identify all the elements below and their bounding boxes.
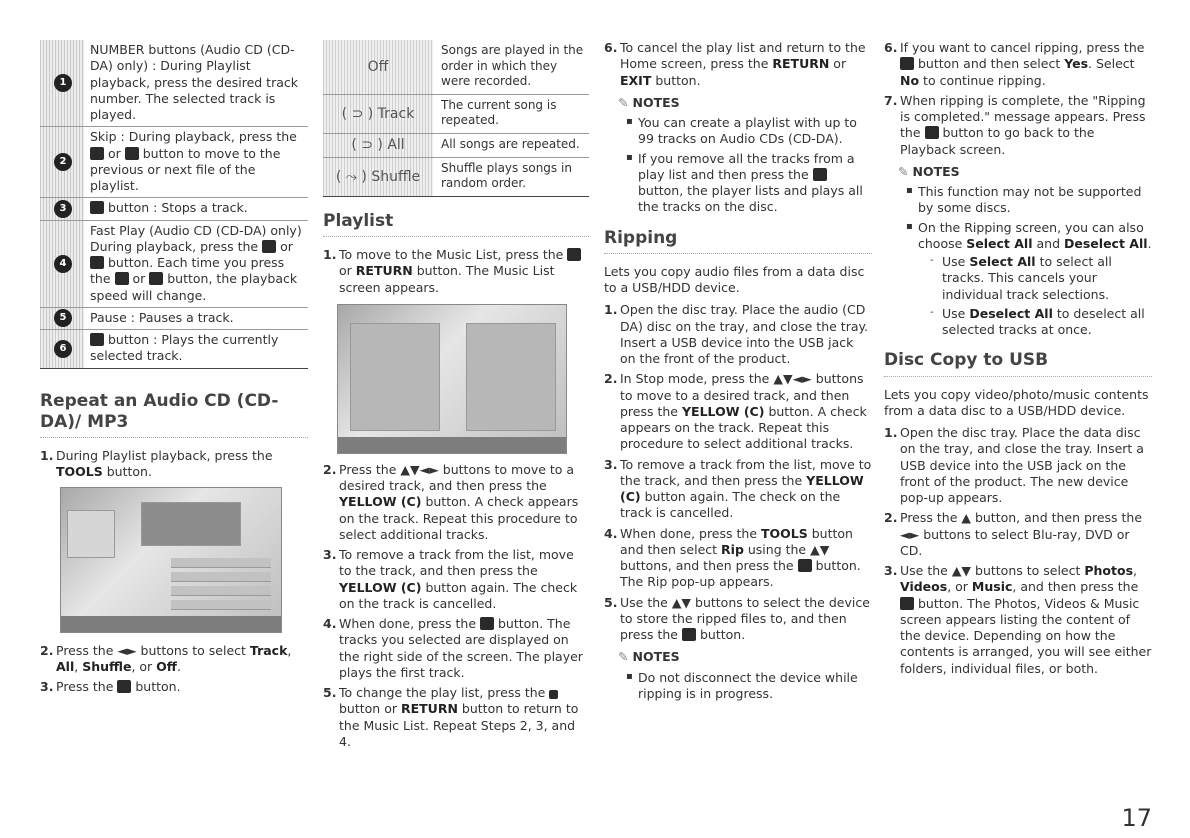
- notes-list: [626, 115, 872, 216]
- enter-icon: [813, 168, 827, 181]
- number-badge: 3: [54, 200, 72, 218]
- rewind-icon: [262, 240, 276, 253]
- column-1: [40, 40, 308, 699]
- table-row: [323, 94, 589, 133]
- list-item: 5. Use the ▲▼ buttons to select the device to store the ripped files to, and then press the button.: [604, 594, 870, 642]
- playlist-steps: [323, 247, 589, 296]
- repeat-steps: [40, 448, 308, 481]
- list-item: 2. In Stop mode, press the ▲▼◄► buttons to move to a desired track, and then press the YELLOW (C) button. A check appears on the track. Repeat this procedure to select additional tracks.: [604, 371, 867, 452]
- mode-name: ( ⤳ ) Shuffle: [323, 157, 433, 196]
- list-item: 1. Open the disc tray. Place the audio (CD DA) disc on the tray, and close the tray. Insert a USB device into the USB jack on the front of the product.: [604, 302, 869, 366]
- list-item: 4. When done, press the button. The tracks you selected are displayed on the right side of the screen. The player plays the first track.: [323, 616, 583, 680]
- list-item: 2. Press the ▲ button, and then press the ◄► buttons to select Blu-ray, DVD or CD.: [884, 510, 1143, 558]
- list-item: 3. To remove a track from the list, move to the track, and then press the YELLOW (C) button again. The check on the track is cancelled.: [604, 456, 872, 521]
- tools-popup: [141, 502, 241, 546]
- skip-back-icon: [90, 147, 104, 160]
- notes-label: ✎ NOTES: [898, 163, 960, 179]
- list-item: 4. When done, press the TOOLS button and then select Rip using the ▲▼ buttons, and then press the button. The Rip pop-up appears.: [604, 525, 861, 590]
- number-badge: 5: [54, 309, 72, 327]
- ripping-notes: [626, 670, 872, 703]
- column-3: [604, 40, 872, 705]
- number-badge: 1: [54, 74, 72, 92]
- repeat-steps-cont: [40, 643, 308, 696]
- button-desc: Pause : Pauses a track.: [84, 307, 308, 329]
- note-pencil-icon: ✎: [618, 94, 629, 110]
- stop-icon: [549, 690, 558, 699]
- fast-forward-icon: [90, 256, 104, 269]
- list-item: ▪ You can create a playlist with up to 99 tracks on Audio CDs (CD-DA).: [626, 115, 872, 148]
- mode-desc: Shuffle plays songs in random order.: [433, 157, 589, 196]
- column-2: [323, 40, 589, 754]
- number-badge: 4: [54, 255, 72, 273]
- track-list-left: [350, 323, 440, 431]
- list-item: ▪ On the Ripping screen, you can also choose Select All and Deselect All. - Use Select All to select all tracks. This cancels your individual track selections. - Use Deselect All to deselect all selected tracks at once.: [906, 220, 1152, 339]
- page-number: 17: [1121, 803, 1152, 832]
- rewind-icon: [115, 272, 129, 285]
- list-item: 3. Use the ▲▼ buttons to select Photos, Videos, or Music, and then press the button. The Photos, Videos & Music screen appears listing the content of the device. Depending on how the contents is arranged, you will see either folders, individual files, or both.: [884, 563, 1152, 676]
- note-pencil-icon: ✎: [618, 649, 629, 665]
- enter-icon: [798, 559, 812, 572]
- repeat-heading: Repeat an Audio CD (CD-DA)/ MP3: [40, 391, 308, 439]
- button-table: [40, 40, 308, 369]
- mode-name: Off: [323, 40, 433, 94]
- table-row: 4 Fast Play (Audio CD (CD-DA) only) During playback, press the or button. Each time you press the or button, the playback speed will change.: [40, 220, 308, 307]
- table-row: [323, 40, 589, 94]
- enter-icon: [925, 126, 939, 139]
- list-item: - Use Deselect All to deselect all selected tracks at once.: [930, 306, 1152, 339]
- list-item: ▪ If you remove all the tracks from a play list and then press the button, the player lists and plays all the tracks on the disc.: [626, 151, 872, 216]
- enter-icon: [682, 628, 696, 641]
- list-item: 3. To remove a track from the list, move to the track, and then press the YELLOW (C) button again. The check on the track is cancelled.: [323, 547, 578, 611]
- list-item: 3. Press the button.: [40, 679, 181, 694]
- mode-desc: All songs are repeated.: [433, 133, 589, 157]
- list-item: 7. When ripping is complete, the "Ripping is completed." message appears. Press the button to go back to the Playback screen.: [884, 92, 1146, 157]
- table-row: [323, 133, 589, 157]
- fast-forward-icon: [149, 272, 163, 285]
- list-item: 1. During Playlist playback, press the TOOLS button.: [40, 448, 273, 480]
- list-item: 1. Open the disc tray. Place the data disc on the tray, and close the tray. Insert a USB device into the USB jack on the front of the product. The new device pop-up appears.: [884, 425, 1144, 505]
- notes-label: ✎ NOTES: [618, 649, 680, 665]
- enter-icon: [900, 57, 914, 70]
- disc-copy-heading: Disc Copy to USB: [884, 350, 1152, 376]
- list-item: 5. To change the play list, press the button or RETURN button to return to the Music List. Repeat Steps 2, 3, and 4.: [323, 685, 579, 749]
- screen-bottom-bar: [338, 437, 566, 453]
- button-desc: NUMBER buttons (Audio CD (CD-DA) only) : During Playlist playback, press the desired track number. The selected track is played.: [90, 42, 298, 122]
- stop-icon: [90, 201, 104, 214]
- playlist-steps-cont: [323, 462, 589, 750]
- list-item: ▪ Do not disconnect the device while ripping is in progress.: [626, 670, 872, 703]
- list-item: ▪ This function may not be supported by some discs.: [906, 184, 1152, 217]
- ripping-intro: Lets you copy audio files from a data disc to a USB/HDD device.: [604, 263, 865, 295]
- ripping-heading: Ripping: [604, 228, 872, 254]
- list-item: 2. Press the ◄► buttons to select Track, All, Shuffle, or Off.: [40, 642, 292, 674]
- notes-list: [906, 184, 1152, 338]
- number-badge: 6: [54, 340, 72, 358]
- note-pencil-icon: ✎: [898, 163, 909, 179]
- list-item: 2. Press the ▲▼◄► buttons to move to a desired track, and then press the YELLOW (C) button. A check appears on the track. Repeat this procedure to select additional tracks.: [323, 461, 579, 542]
- notes-label: ✎ NOTES: [618, 94, 680, 110]
- track-list-right: [466, 323, 556, 431]
- playlist-heading: Playlist: [323, 211, 589, 237]
- music-list-screenshot: [337, 304, 567, 454]
- repeat-mode-table: [323, 40, 589, 197]
- mode-desc: The current song is repeated.: [433, 94, 589, 133]
- music-button-icon: [567, 248, 581, 261]
- mode-name: ( ⊃ ) All: [323, 133, 433, 157]
- mode-name: ( ⊃ ) Track: [323, 94, 433, 133]
- play-icon: [90, 333, 104, 346]
- enter-icon: [900, 597, 914, 610]
- table-row: 6 button : Plays the currently selected track.: [40, 330, 308, 369]
- column-4: [884, 40, 1152, 681]
- table-row: [323, 157, 589, 196]
- screen-bottom-bar: [61, 616, 281, 632]
- list-item: 6. To cancel the play list and return to the Home screen, press the RETURN or EXIT button.: [604, 40, 866, 88]
- mode-desc: Songs are played in the order in which they were recorded.: [441, 43, 584, 89]
- music-thumbnail: [67, 510, 115, 558]
- list-item: 6. If you want to cancel ripping, press the button and then select Yes. Select No to continue ripping.: [884, 40, 1145, 88]
- table-row: 2 Skip : During playback, press the or button to move to the previous or next file of the playlist.: [40, 127, 308, 198]
- ripping-steps: [604, 302, 872, 643]
- list-item: - Use Select All to select all tracks. This cancels your individual track selections.: [930, 254, 1152, 303]
- list-item: 1. To move to the Music List, press the or RETURN button. The Music List screen appears.: [323, 247, 589, 296]
- enter-icon: [480, 617, 494, 630]
- enter-icon: [117, 680, 131, 693]
- disc-copy-intro: Lets you copy video/photo/music contents from a data disc to a USB/HDD device.: [884, 386, 1149, 418]
- table-row: [40, 307, 308, 329]
- repeat-menu-screenshot: [60, 487, 282, 633]
- table-row: [40, 40, 308, 127]
- table-row: 3 button : Stops a track.: [40, 198, 308, 220]
- number-badge: 2: [54, 153, 72, 171]
- disc-copy-steps: [884, 425, 1152, 677]
- skip-forward-icon: [125, 147, 139, 160]
